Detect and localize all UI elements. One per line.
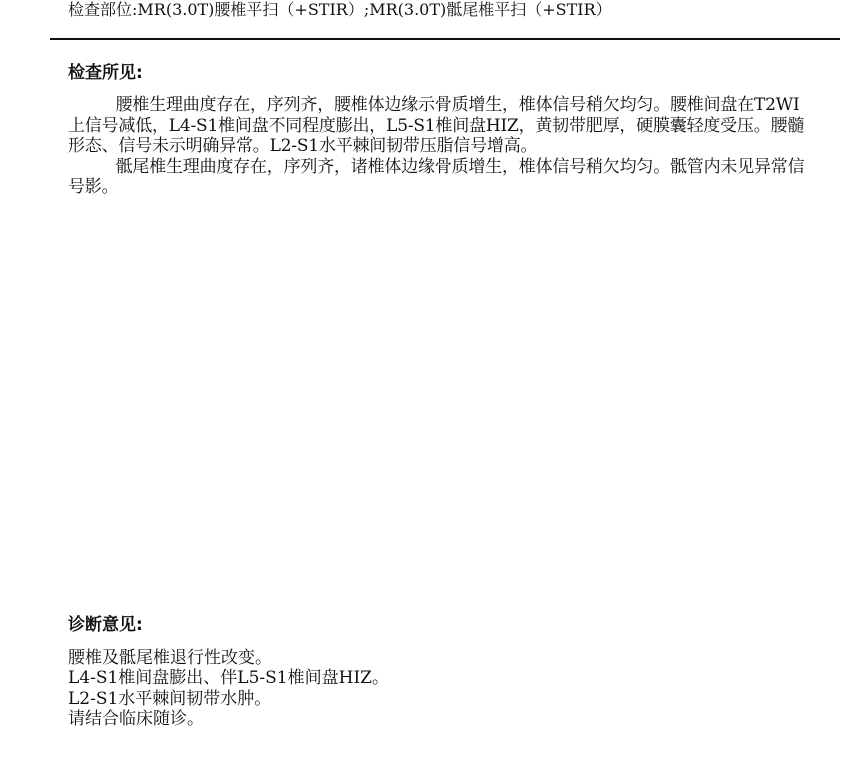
diagnosis-line: 请结合临床随诊。 xyxy=(68,708,204,729)
findings-paragraph-sacrococcygeal: 骶尾椎生理曲度存在，序列齐，诸椎体边缘骨质增生，椎体信号稍欠均匀。骶管内未见异常信号影。 xyxy=(68,156,805,197)
findings-body xyxy=(68,95,808,198)
diagnosis-title: 诊断意见: xyxy=(68,615,143,635)
diagnosis-body xyxy=(68,648,808,729)
diagnosis-line: L2-S1水平棘间韧带水肿。 xyxy=(68,688,272,709)
findings-title: 检查所见: xyxy=(68,63,143,83)
diagnosis-line: L4-S1椎间盘膨出、伴L5-S1椎间盘HIZ。 xyxy=(68,668,389,689)
diagnosis-line: 腰椎及骶尾椎退行性改变。 xyxy=(68,648,272,668)
exam-part-header: 检查部位:MR(3.0T)腰椎平扫（+STIR）;MR(3.0T)骶尾椎平扫（+STIR） xyxy=(68,0,612,19)
findings-paragraph-lumbar: 腰椎生理曲度存在，序列齐，腰椎体边缘示骨质增生，椎体信号稍欠均匀。腰椎间盘在T2WI上信号减低，L4-S1椎间盘不同程度膨出，L5-S1椎间盘HIZ，黄韧带肥厚，硬膜囊轻度受压。腰髓形态、信号未示明确异常。L2-S1水平棘间韧带压脂信号增高。 xyxy=(68,95,805,156)
header-divider xyxy=(50,38,840,40)
